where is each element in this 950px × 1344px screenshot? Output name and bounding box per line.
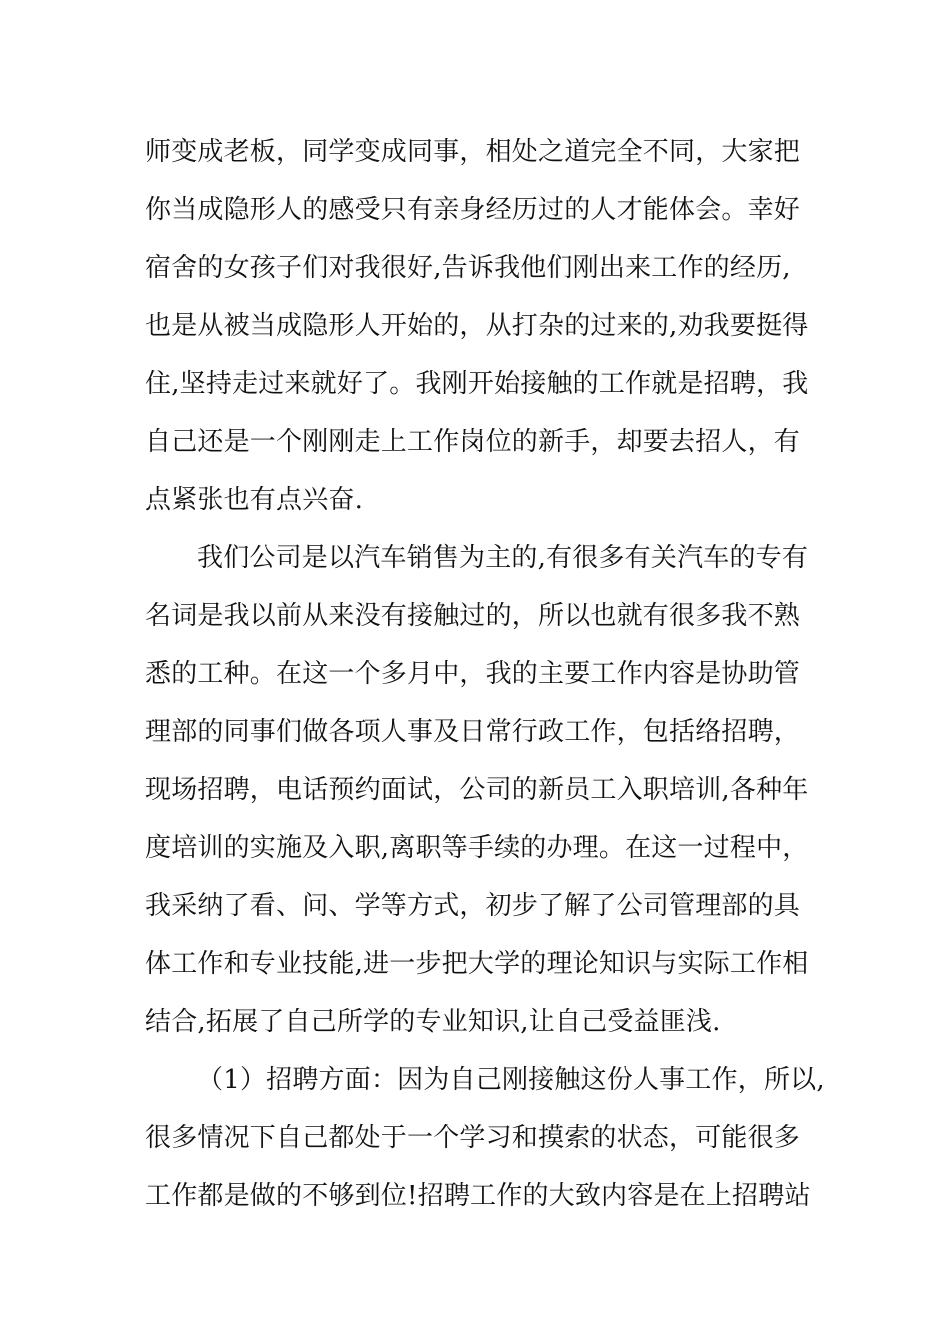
text-line: 体工作和专业技能,进一步把大学的理论知识与实际工作相 xyxy=(145,949,809,979)
text-line: 很多情况下自己都处于一个学习和摸索的状态，可能很多 xyxy=(145,1123,801,1153)
text-line: 工作都是做的不够到位!招聘工作的大致内容是在上招聘站 xyxy=(145,1181,811,1211)
text-line: 师变成老板，同学变成同事，相处之道完全不同，大家把 xyxy=(145,137,801,167)
text-line: 悉的工种。在这一个多月中，我的主要工作内容是协助管 xyxy=(145,659,801,689)
text-line: 住,坚持走过来就好了。我刚开始接触的工作就是招聘，我 xyxy=(145,369,809,399)
text-line: 点紧张也有点兴奋. xyxy=(145,485,364,515)
text-line: 你当成隐形人的感受只有亲身经历过的人才能体会。幸好 xyxy=(145,195,801,225)
text-line: 理部的同事们做各项人事及日常行政工作，包括络招聘， xyxy=(145,717,801,747)
text-line: （1）招聘方面：因为自己刚接触这份人事工作，所以, xyxy=(197,1065,825,1095)
text-line: 度培训的实施及入职,离职等手续的办理。在这一过程中， xyxy=(145,833,809,863)
text-line: 我们公司是以汽车销售为主的,有很多有关汽车的专有 xyxy=(197,543,809,573)
text-line: 现场招聘，电话预约面试，公司的新员工入职培训,各种年 xyxy=(145,775,809,805)
text-line: 宿舍的女孩子们对我很好,告诉我他们刚出来工作的经历, xyxy=(145,253,791,283)
text-line: 名词是我以前从来没有接触过的，所以也就有很多我不熟 xyxy=(145,601,801,631)
text-line: 我采纳了看、问、学等方式，初步了解了公司管理部的具 xyxy=(145,891,801,921)
text-line: 也是从被当成隐形人开始的，从打杂的过来的,劝我要挺得 xyxy=(145,311,809,341)
text-line: 结合,拓展了自己所学的专业知识,让自己受益匪浅. xyxy=(145,1007,721,1037)
text-line: 自己还是一个刚刚走上工作岗位的新手，却要去招人，有 xyxy=(145,427,801,457)
